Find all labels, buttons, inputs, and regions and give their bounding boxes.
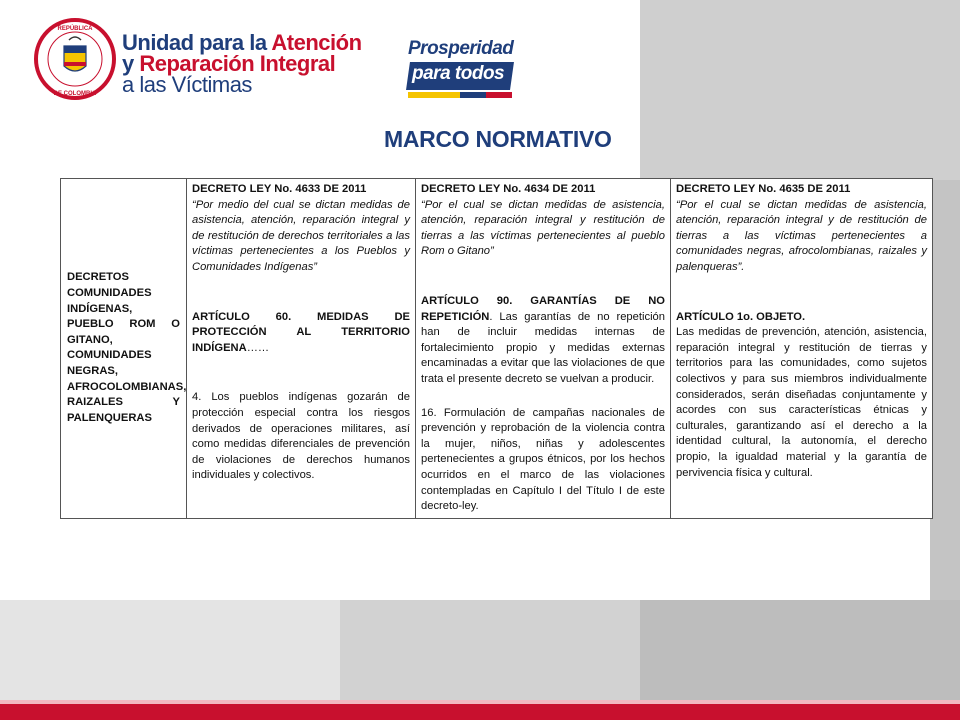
background-photo-right <box>930 180 960 600</box>
decree-4633-quote: “Por medio del cual se dictan medidas de asistencia, atención, reparación integral y de restitución de derechos territoriales a las víctimas pertenecientes a los Pueblos y Comunidades Indígenas” <box>192 198 410 273</box>
decree-4635-article: ARTÍCULO 1o. OBJETO. <box>676 310 806 323</box>
decree-4634-article: ARTÍCULO 90. GARANTÍAS DE NO REPETICIÓN. Las garantías de no repetición han de incluir medidas internas de fortalecimiento propio y medidas externas encaminadas a evitar que las violaciones de que trata el presente decreto se vuelvan a producir. <box>421 294 665 385</box>
unit-name-logo: Unidad para la Atención y Reparación Integral a las Víctimas <box>122 30 362 97</box>
prosperidad-para-todos-logo: Prosperidad para todos <box>408 36 524 102</box>
decree-4634-quote: “Por el cual se dictan medidas de asistencia, atención, reparación integral y restitución de tierras a las víctimas pertenecientes al pueblo Rom o Gitano” <box>421 198 665 258</box>
decree-4633-heading: DECRETO LEY No. 4633 DE 2011 <box>192 183 367 195</box>
decree-4634-heading: DECRETO LEY No. 4634 DE 2011 <box>421 183 596 195</box>
colombia-seal-icon <box>34 18 116 100</box>
background-photo-top-right <box>640 0 960 180</box>
decree-4634-cell <box>416 179 671 519</box>
header-logos <box>28 14 514 104</box>
svg-text:REPÚBLICA: REPÚBLICA <box>57 26 93 32</box>
decree-4635-heading: DECRETO LEY No. 4635 DE 2011 <box>676 183 851 195</box>
decree-4633-cell <box>187 179 416 519</box>
footer-bar <box>0 704 960 720</box>
svg-text:DE COLOMBIA: DE COLOMBIA <box>53 91 97 97</box>
decree-4633-article: ARTÍCULO 60. MEDIDAS DE PROTECCIÓN AL TERRITORIO INDÍGENA…… <box>192 310 410 354</box>
decree-4633-body: 4. Los pueblos indígenas gozarán de protección especial contra los riesgos derivados de operaciones militares, así como medidas diferenciales de prevención de violaciones de derechos humanos individuales y colectivos. <box>192 391 410 482</box>
background-photo-bottom-center <box>340 600 640 700</box>
decree-4635-cell <box>671 179 933 519</box>
background-photo-bottom-right <box>640 600 960 700</box>
page-title: MARCO NORMATIVO <box>384 126 612 152</box>
decrees-category-cell: DECRETOS COMUNIDADES INDÍGENAS, PUEBLO ROM O GITANO, COMUNIDADES NEGRAS, AFROCOLOMBIANAS, RAIZALES Y PALENQUERAS <box>61 179 187 519</box>
decree-4635-body: Las medidas de prevención, atención, asistencia, reparación integral y restitución de tierras y territorios para las comunidades, como sujetos colectivos y para sus miembros individualmente considerados, serán diseñadas conjuntamente y acordes con sus características étnicas y culturales, garantizando así el derecho a la identidad cultural, la autonomía, el derecho propio, la igualdad material y la garantía de pervivencia física y cultural. <box>676 326 927 479</box>
normative-table <box>60 178 933 519</box>
decree-4634-body: 16. Formulación de campañas nacionales de prevención y reprobación de la violencia contra la mujer, niños, niñas y adolescentes pertenecientes a grupos étnicos, por los hechos ocurridos en el marco de las violaciones contempladas en Capítulo I del Título I de este decreto-ley. <box>421 406 665 513</box>
decree-4635-quote: “Por el cual se dictan medidas de asistencia, atención, reparación integral y de restitución de tierras a las víctimas pertenecientes a comunidades negras, afrocolombianas, raizales y palenqueras”. <box>676 198 927 273</box>
background-photo-bottom-left <box>0 600 340 700</box>
